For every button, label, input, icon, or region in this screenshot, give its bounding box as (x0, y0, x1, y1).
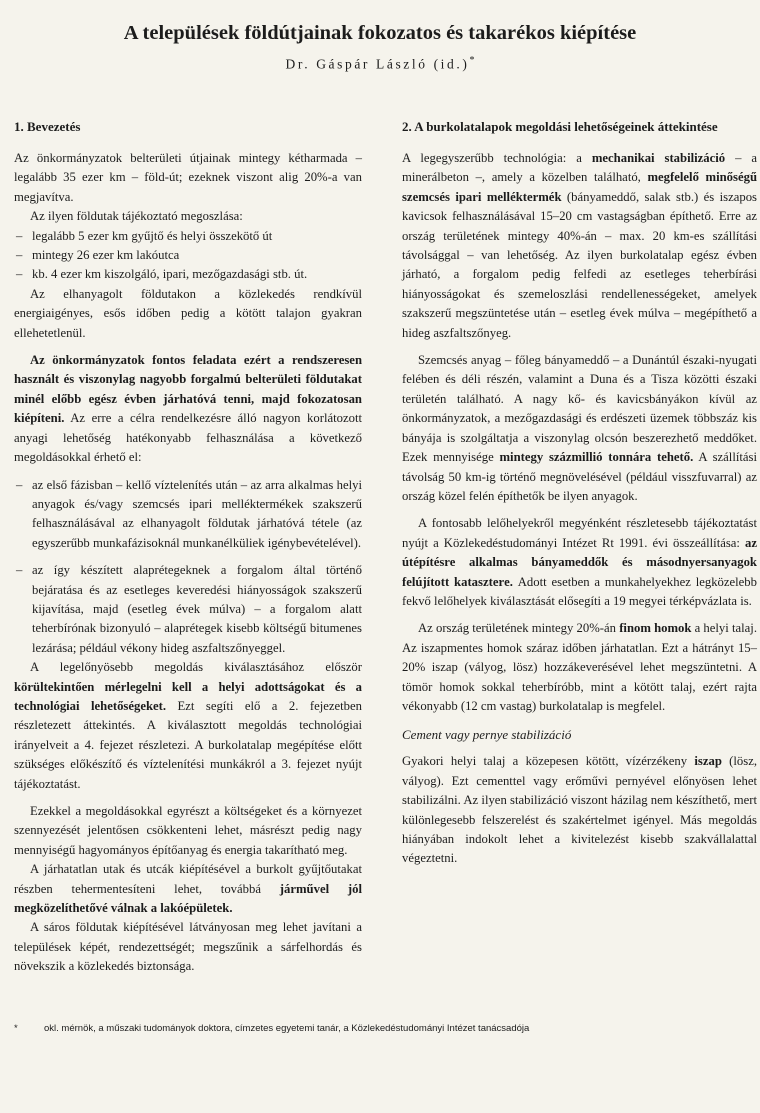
text-run: Gyakori helyi talaj a közepesen kötött, vízérzékeny (402, 754, 695, 769)
footnote-mark: * (14, 1023, 18, 1034)
paragraph (402, 619, 757, 716)
left-column (14, 118, 362, 977)
text-run: (lösz, vályog). Ezt cementtel vagy erőművi pernyével előnyösen lehet stabilizálni. Az ilyen stabilizáció viszont házilag nem készíthető, mert különlegesebb felszerelést és szakértelmet igényel. Más megoldás hiányában indokolt lehet a kivitelezést kisebb szakvállalattal végeztetni. (402, 754, 758, 866)
list-item: – legalább 5 ezer km gyűjtő és helyi összekötő út (14, 227, 362, 246)
author-footnote-mark: * (469, 55, 475, 66)
author-name: Dr. Gáspár László (id.) (285, 56, 470, 72)
paragraph (402, 514, 757, 611)
emphasis: mintegy százmillió tonnára tehető. (499, 450, 694, 465)
text-run: A szállítási távolság 50 km-ig történő megnövelésével (például visszfuvarral) az ország közel felén építhetők be ilyen anyagok. (402, 450, 757, 503)
text-run: A legegyszerűbb technológia: a (402, 151, 592, 165)
paragraph (402, 149, 757, 343)
paragraph (402, 752, 757, 868)
distribution-list (14, 227, 362, 285)
paragraph (14, 658, 362, 794)
text-run: A járhatatlan utak és utcák kiépítésével a burkolt gyűjtőutakat részben tehermentesíteni lehet, továbbá (14, 862, 362, 896)
paragraph: A sáros földutak kiépítésével látványosan meg lehet javítani a települések képét, rendezettségét; megszűnik a sárfelhordás és növekszik a közlekedés biztonsága. (14, 920, 362, 974)
list-item: – az így készített alaprétegeknek a forgalom által történő bejáratása és az esetleges keveredési hiányosságok szakszerű kijavítása, majd (esetleg évek múlva) – a forgalom alatt teherbírónak bizonyuló – alaprétegek kisebb költségű bitumenes lezárása; például vékony hideg aszfaltszőnyeggel. (14, 561, 362, 658)
text-run: A fontosabb lelőhelyekről megyénként részletesebb tájékoztatást nyújt a Közlekedéstudományi Intézet Rt 1991. évi összeállítása: (402, 516, 757, 550)
list-item: – mintegy 26 ezer km lakóutca (14, 246, 362, 265)
text-run: Az ország területének mintegy 20%-án (418, 621, 620, 636)
section-heading-introduction: 1. Bevezetés (14, 119, 81, 134)
section-heading-overview: 2. A burkolatalapok megoldási lehetőségeinek áttekintése (402, 119, 718, 134)
text-run: a helyi talaj. Az iszapmentes homok száraz időben járhatatlan. Ezt a hátrányt 15–20% iszap (vályog, lösz) hozzákeverésével lehet megszüntetni. A tömör homok sokkal teherbíróbb, mint a kötött talaj, ezért rajta vékonyabb (12 cm vastag) burkolatalap is megfelel. (402, 621, 757, 713)
solutions-list (14, 476, 362, 659)
list-item: – az első fázisban – kellő víztelenítés után – az arra alkalmas helyi anyagok és/vagy szemcsés ipari melléktermékek szakszerű felhasználásával az elhanyagolt földutak járhatóvá tétele (az egyszerűbb munkafázisoknál munkanélküliek igénybevételével). (14, 476, 362, 554)
emphasis: az útépítésre alkalmas bányameddők és másodnyersanyagok felújított kataszterе. (402, 535, 757, 589)
text-run: – a minerálbeton –, amely a közelben található, (402, 151, 757, 185)
paragraph (14, 860, 362, 918)
subsection-heading: Cement vagy pernye stabilizáció (402, 727, 572, 743)
text-run: Szemcsés anyag – főleg bányameddő – a Dunántúl északi-nyugati felében és déli részén, valamint a Duna és a Tisza közötti északi területén található. A nagy kő- és kavicsbányákon kívül az önkormányzatok, a mezőgazdasági és erdészeti üzemek többszáz kis bányája is szolgáltatja a viszonylag olcsón beszerezhető meddőket. Ezek mennyisége (402, 353, 757, 465)
emphasis: mechanikai stabilizáció (591, 151, 726, 165)
text-run: Ezt segíti elő a 2. fejezetben részletezett áttekintés. A kiválasztott megoldás technológiai irányelveit a 4. fejezet részletezi. A burkolatalap megépítése előtt szükséges előkészítő és víztelenítési munkákról a 3. fejezet nyújt tájékoztatást. (14, 698, 362, 791)
article-title: A települések földútjainak fokozatos és takarékos kiépítése (123, 22, 637, 44)
paragraph (14, 351, 362, 467)
emphasis: járművel jól megközelíthetővé válnak a lakóépületek. (14, 881, 362, 916)
footnote-text: okl. mérnök, a műszaki tudományok doktora, címzetes egyetemi tanár, a Közlekedéstudományi Intézet tanácsadója (44, 1023, 530, 1034)
paragraph: Az ilyen földutak tájékoztató megoszlása: (30, 209, 243, 224)
text-run: Adott esetben a munkahelyekhez legközelebb fekvő lelőhelyek kiválasztását elősegíti a 19 megyei térképvázlata is. (402, 574, 757, 608)
right-column (402, 118, 757, 869)
emphasis: finom homok (619, 621, 692, 636)
text-run: Az erre a célra rendelkezésre álló nagyon korlátozott anyagi lehetőség hatékonyabb felhasználása a következő megoldásokkal érhető el: (14, 411, 362, 465)
paragraph (402, 351, 757, 506)
text-run: A legelőnyösebb megoldás kiválasztásához először (30, 660, 362, 675)
paragraph: Az önkormányzatok belterületi útjainak mintegy kétharmada – legalább 35 ezer km – föld-út; ezeknek viszont alig 20%-a van megjavítva. (14, 151, 362, 204)
emphasis: iszap (694, 754, 722, 769)
emphasis: körültekintően mérlegelni kell a helyi adottságokat és a technológiai lehetőségeket. (14, 679, 362, 713)
text-run: (bányameddő, salak stb.) és iszapos kavicsok felhasználásával 15–20 cm vastagságban építhető. Erre az ország területének mintegy 40%-án – max. 20 km-es szállítási távolsággal – van lehetőség. Az ilyen burkolatalap egész évben járható, a forgalom pedig felfedi az esetleges teherbírási hiányosságokat és szemeloszlási rendellenességeket, amelyek szakszerű megszüntetése után – esetleg évek múlva – megépíthető a hideg aszfaltszőnyeg. (402, 189, 757, 340)
paragraph: Az elhanyagolt földutakon a közlekedés rendkívül energiaigényes, esős időben pedig a kötött talajon gyakran ellehetetlenül. (14, 286, 362, 340)
list-item: – kb. 4 ezer km kiszolgáló, ipari, mezőgazdasági stb. út. (14, 265, 362, 284)
emphasis: Az önkormányzatok fontos feladata ezért a rendszeresen használt és viszonylag nagyobb forgalmú belterületi földutakat minél előbb egész évben járhatóvá tenni, majd fokozatosan kiépíteni. (14, 353, 362, 426)
paragraph: Ezekkel a megoldásokkal egyrészt a költségeket és a környezet szennyezését jelentősen csökkenteni lehet, másrészt pedig nagy mennyiségű hagyományos építőanyag és energia takarítható meg. (14, 804, 362, 857)
author-line (0, 55, 760, 73)
emphasis: megfelelő minőségű szemcsés ipari melléktermék (402, 170, 757, 204)
footnote (14, 1023, 754, 1034)
